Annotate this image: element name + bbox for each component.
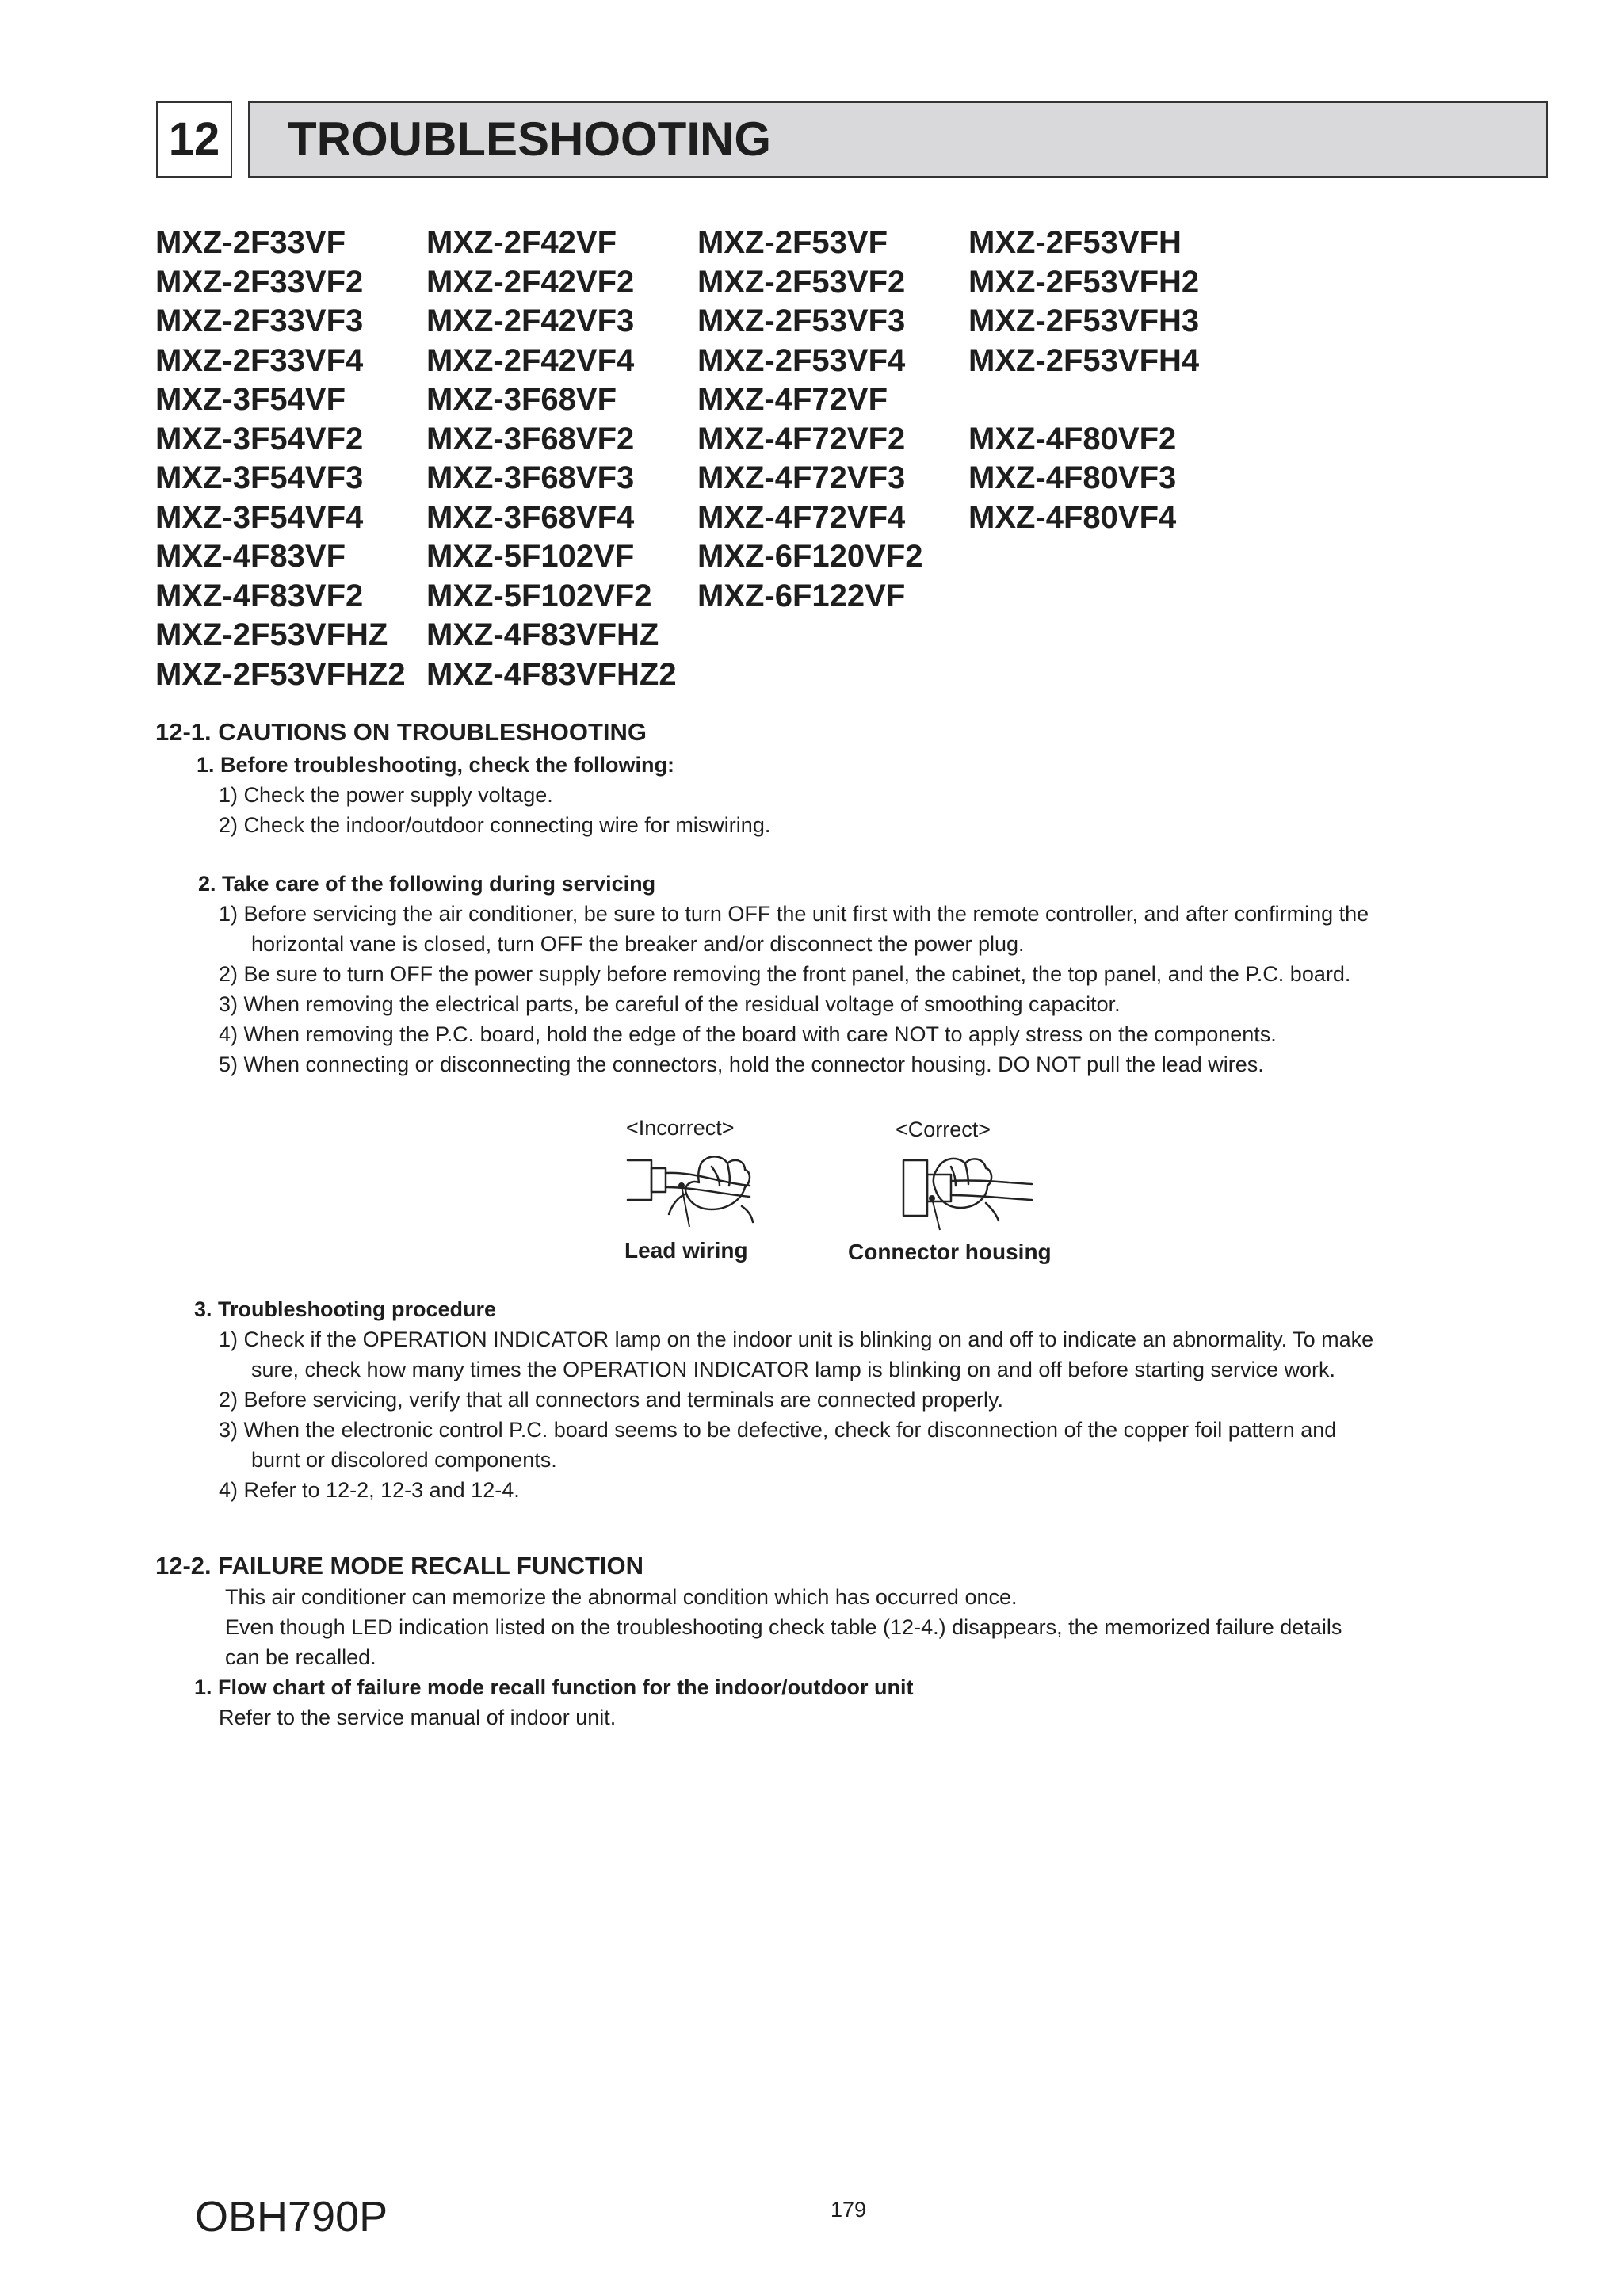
incorrect-label: <Incorrect> [626, 1116, 735, 1140]
model-name: MXZ-6F120VF2 [697, 539, 923, 574]
section-title-recall: 12-2. FAILURE MODE RECALL FUNCTION [155, 1552, 644, 1580]
list-item: 4) Refer to 12-2, 12-3 and 12-4. [219, 1478, 520, 1502]
model-name: MXZ-4F83VFHZ2 [426, 656, 677, 692]
model-name [968, 577, 1239, 617]
model-name: MXZ-2F53VFH [968, 225, 1182, 260]
model-name [968, 537, 1239, 577]
correct-handling-illustration [892, 1151, 1043, 1238]
model-name: MXZ-4F80VF3 [968, 460, 1177, 495]
model-name [697, 616, 968, 655]
section-title-cautions: 12-1. CAUTIONS ON TROUBLESHOOTING [155, 718, 647, 746]
model-name [968, 655, 1239, 695]
model-name: MXZ-4F80VF2 [968, 421, 1177, 457]
model-name: MXZ-4F72VF4 [697, 499, 906, 535]
incorrect-handling-illustration [623, 1151, 773, 1238]
list-item: 5) When connecting or disconnecting the connectors, hold the connector housing. DO NOT pull the lead wires. [219, 1052, 1264, 1076]
model-name: MXZ-3F68VF3 [426, 460, 635, 495]
list-item: 4) When removing the P.C. board, hold the edge of the board with care NOT to apply stress on the components. [219, 1022, 1277, 1046]
model-name: MXZ-4F83VF [155, 539, 346, 574]
model-name: MXZ-6F122VF [697, 578, 906, 613]
list-item: 2) Check the indoor/outdoor connecting wire for miswiring. [219, 813, 771, 837]
model-name: MXZ-3F54VF3 [155, 460, 364, 495]
model-name [697, 655, 968, 695]
model-name: MXZ-2F53VFH3 [968, 304, 1200, 338]
model-name: MXZ-2F53VF4 [697, 342, 906, 378]
chapter-title: TROUBLESHOOTING [248, 101, 1548, 178]
paragraph-continuation: can be recalled. [225, 1645, 376, 1669]
model-name: MXZ-3F68VF4 [426, 499, 635, 535]
model-name: MXZ-2F53VFH4 [968, 342, 1200, 378]
model-name: MXZ-4F72VF3 [697, 460, 906, 495]
list-item-continuation: burnt or discolored components. [251, 1448, 557, 1472]
model-name: MXZ-2F53VFHZ [155, 617, 388, 652]
list-item: 1) Check if the OPERATION INDICATOR lamp on the indoor unit is blinking on and off to indicate an abnormality. To make [219, 1328, 1374, 1351]
model-name: MXZ-2F42VF4 [426, 342, 635, 378]
model-name: MXZ-2F42VF [426, 225, 617, 260]
model-name: MXZ-2F53VFHZ2 [155, 656, 406, 692]
model-name: MXZ-2F53VFH2 [968, 264, 1200, 300]
model-name: MXZ-3F54VF4 [155, 499, 364, 535]
model-name: MXZ-2F53VF [697, 225, 888, 260]
model-name: MXZ-2F42VF2 [426, 264, 635, 300]
correct-label: <Correct> [896, 1117, 991, 1141]
document-code: OBH790P [195, 2193, 388, 2241]
model-name: MXZ-5F102VF2 [426, 578, 652, 613]
model-name: MXZ-2F53VF3 [697, 304, 906, 338]
connector-housing-caption: Connector housing [848, 1240, 1052, 1264]
model-name: MXZ-5F102VF [426, 539, 635, 574]
model-name: MXZ-3F54VF2 [155, 421, 364, 457]
model-name: MXZ-4F80VF4 [968, 499, 1177, 535]
subsection-title-flowchart: 1. Flow chart of failure mode recall function for the indoor/outdoor unit [194, 1675, 914, 1699]
model-name: MXZ-4F83VF2 [155, 578, 364, 613]
model-name: MXZ-2F33VF4 [155, 342, 364, 378]
model-name: MXZ-2F33VF3 [155, 304, 364, 338]
paragraph: Refer to the service manual of indoor unit. [219, 1706, 617, 1729]
model-name [968, 616, 1239, 655]
model-name: MXZ-3F54VF [155, 382, 346, 417]
chapter-number: 12 [156, 101, 232, 178]
model-name: MXZ-3F68VF [426, 382, 617, 417]
subsection-title-before: 1. Before troubleshooting, check the following: [197, 753, 675, 777]
model-name: MXZ-4F83VFHZ [426, 617, 659, 652]
lead-wiring-caption: Lead wiring [624, 1238, 748, 1263]
list-item-continuation: sure, check how many times the OPERATION INDICATOR lamp is blinking on and off before starting service work. [251, 1358, 1336, 1381]
model-name: MXZ-2F42VF3 [426, 304, 635, 338]
model-name: MXZ-2F53VF2 [697, 264, 906, 300]
list-item: 2) Before servicing, verify that all connectors and terminals are connected properly. [219, 1388, 1003, 1412]
paragraph: This air conditioner can memorize the abnormal condition which has occurred once. [225, 1585, 1018, 1609]
model-name: MXZ-3F68VF2 [426, 421, 635, 457]
model-name: MXZ-2F33VF2 [155, 264, 364, 300]
list-item: 1) Before servicing the air conditioner, be sure to turn OFF the unit first with the remote controller, and after confirming the [219, 902, 1369, 926]
subsection-title-procedure: 3. Troubleshooting procedure [194, 1297, 497, 1321]
paragraph: Even though LED indication listed on the troubleshooting check table (12-4.) disappears, the memorized failure details [225, 1615, 1342, 1639]
model-name: MXZ-2F33VF [155, 225, 346, 260]
list-item: 3) When the electronic control P.C. board seems to be defective, check for disconnection of the copper foil pattern and [219, 1418, 1337, 1442]
subsection-title-servicing: 2. Take care of the following during servicing [198, 872, 656, 896]
model-name [968, 380, 1239, 420]
list-item: 1) Check the power supply voltage. [219, 783, 553, 807]
model-list [155, 223, 1239, 694]
model-name: MXZ-4F72VF [697, 382, 888, 417]
list-item: 3) When removing the electrical parts, be careful of the residual voltage of smoothing capacitor. [219, 992, 1121, 1016]
list-item: 2) Be sure to turn OFF the power supply before removing the front panel, the cabinet, the top panel, and the P.C. board. [219, 962, 1351, 986]
model-name: MXZ-4F72VF2 [697, 421, 906, 457]
list-item-continuation: horizontal vane is closed, turn OFF the breaker and/or disconnect the power plug. [251, 932, 1025, 956]
page-number: 179 [831, 2198, 867, 2222]
